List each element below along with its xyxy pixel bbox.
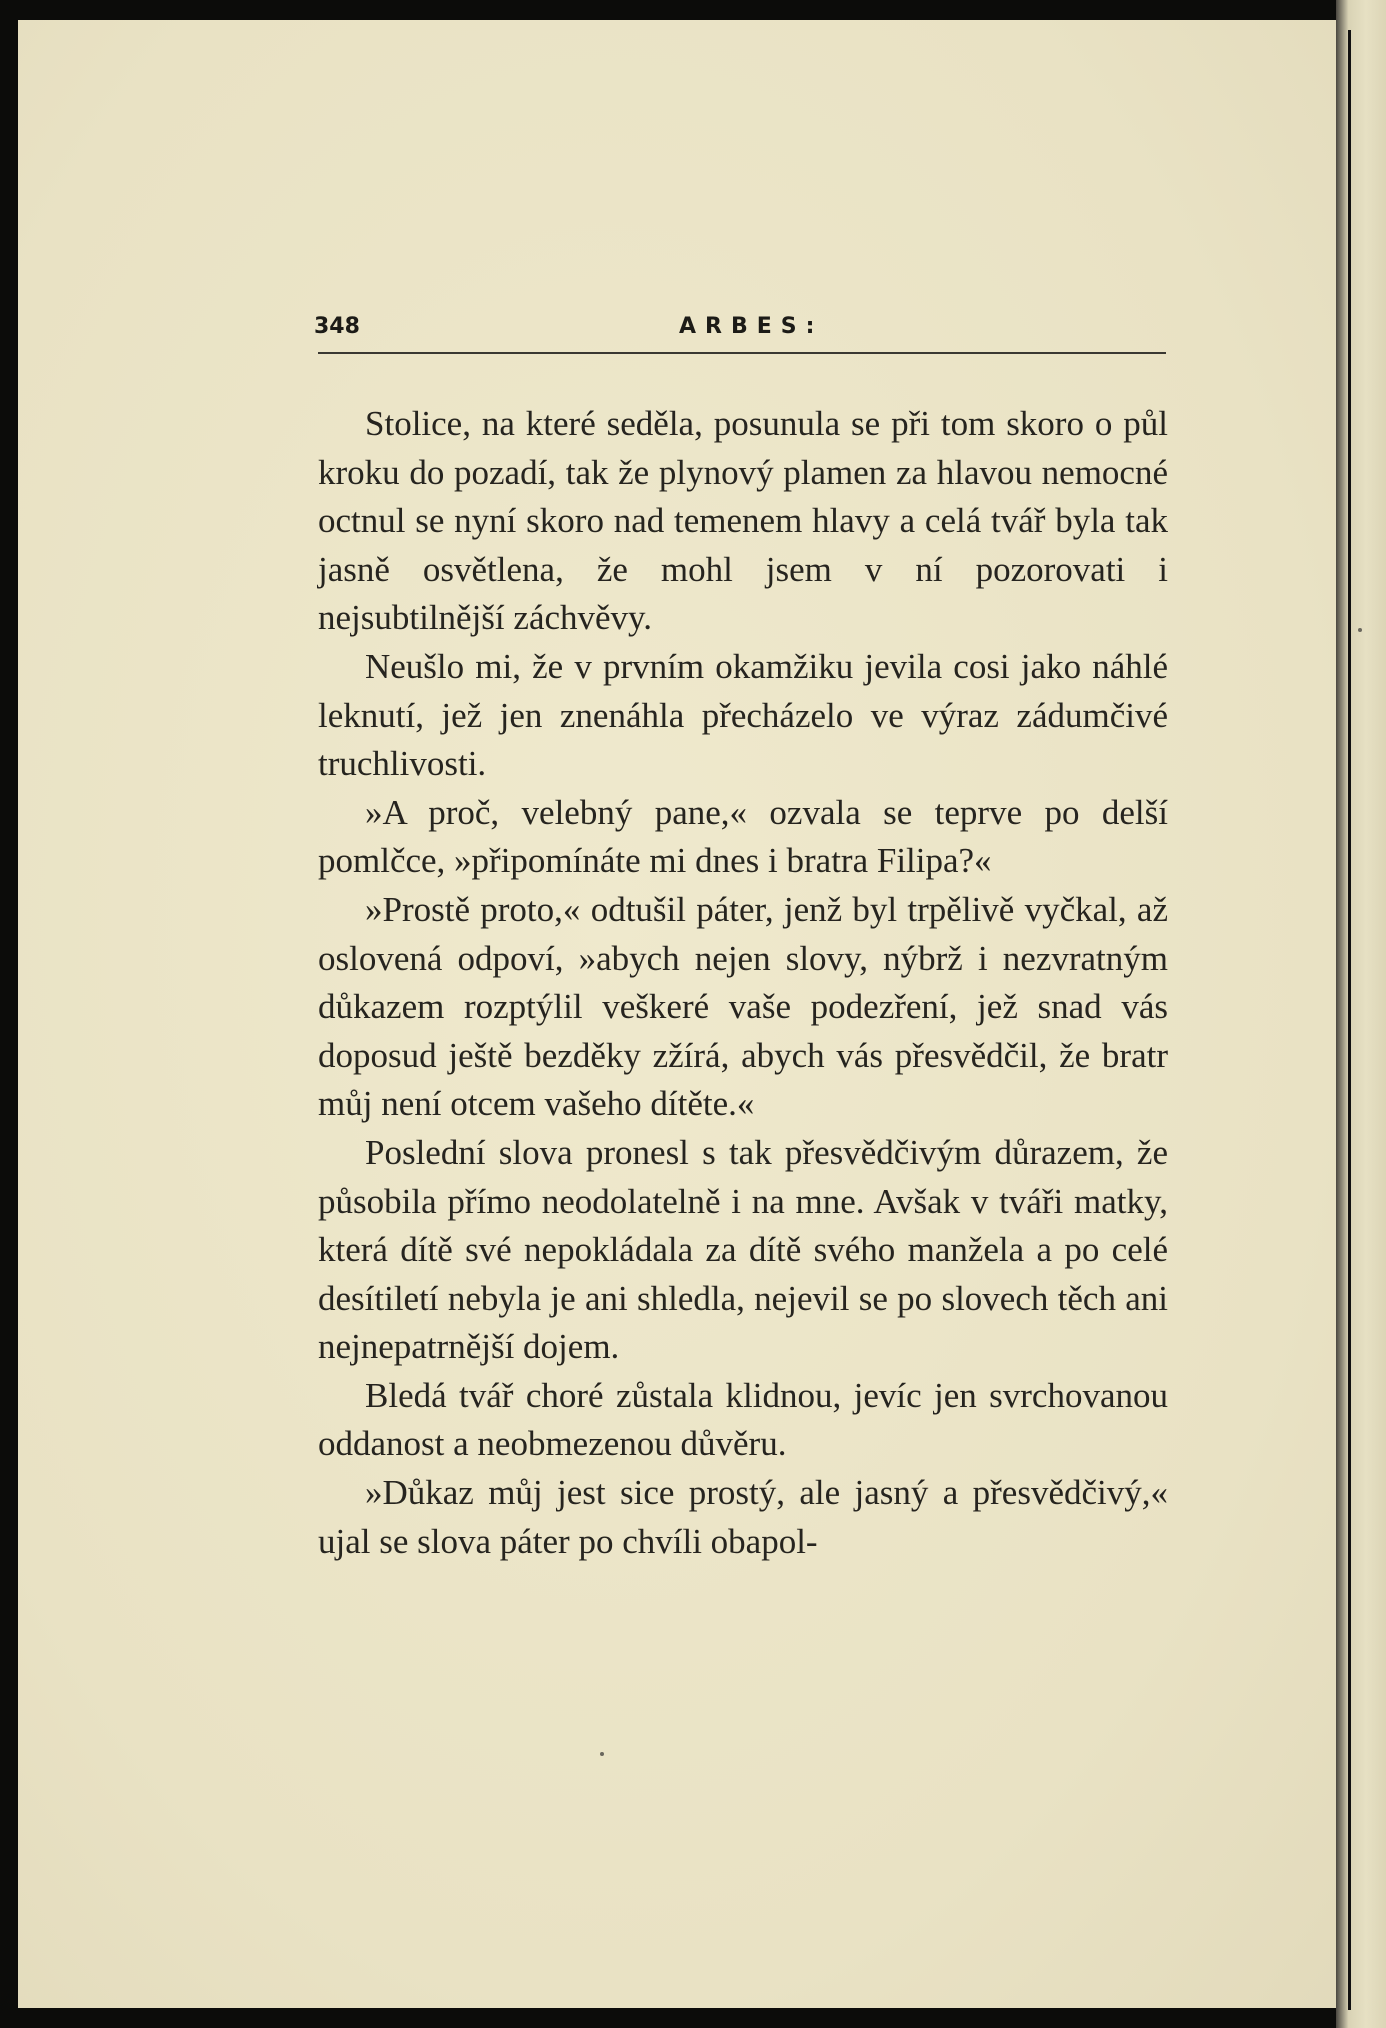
- binding-gutter: [1348, 30, 1351, 2010]
- print-speck: [600, 1752, 604, 1756]
- paragraph: »A proč, velebný pane,« ozvala se teprve po delší pomlčce, »připomínáte mi dnes i bratra Filipa?«: [318, 792, 1168, 881]
- paragraph: »Důkaz můj jest sice prostý, ale jasný a přesvědčivý,« ujal se slova páter po chvíli obapol-: [318, 1473, 1168, 1561]
- paragraph: Neušlo mi, že v prvním okamžiku jevila cosi jako náhlé leknutí, jež jen znenáhla přecházelo ve výraz zádumčivé truchlivosti.: [318, 646, 1168, 784]
- print-speck: [1358, 628, 1362, 632]
- page-header: [314, 314, 1168, 350]
- page-number: 348: [314, 314, 360, 339]
- facing-page-edge: [1336, 0, 1386, 2028]
- paragraph: Bledá tvář choré zůstala klidnou, jevíc jen svrchovanou oddanost a neobmezenou důvěru.: [318, 1375, 1168, 1464]
- paragraph: Poslední slova pronesl s tak přesvědčivým důrazem, že působila přímo neodolatelně i na mne. Avšak v tváři matky, která dítě své nepokládala za dítě svého manžela a po celé desítiletí nebyla je ani shledla, nejevil se po slovech těch ani nejnepatrnější dojem.: [318, 1132, 1168, 1367]
- header-rule: [318, 352, 1166, 354]
- running-head: ARBES:: [679, 314, 824, 339]
- body-text: [318, 400, 1168, 1566]
- paragraph: Stolice, na které seděla, posunula se při tom skoro o půl kroku do pozadí, tak že plynový plamen za hlavou nemocné octnul se nyní skoro nad temenem hlavy a celá tvář byla tak jasně osvětlena, že mohl jsem v ní pozorovati i nejsubtilnější záchvěvy.: [318, 404, 1168, 638]
- paragraph: »Prostě proto,« odtušil páter, jenž byl trpělivě vyčkal, až oslovená odpoví, »abych nejen slovy, nýbrž i nezvratným důkazem rozptýlil veškeré vaše podezření, jež snad vás doposud ještě bezděky zžírá, abych vás přesvědčil, že bratr můj není otcem vašeho dítěte.«: [318, 889, 1168, 1124]
